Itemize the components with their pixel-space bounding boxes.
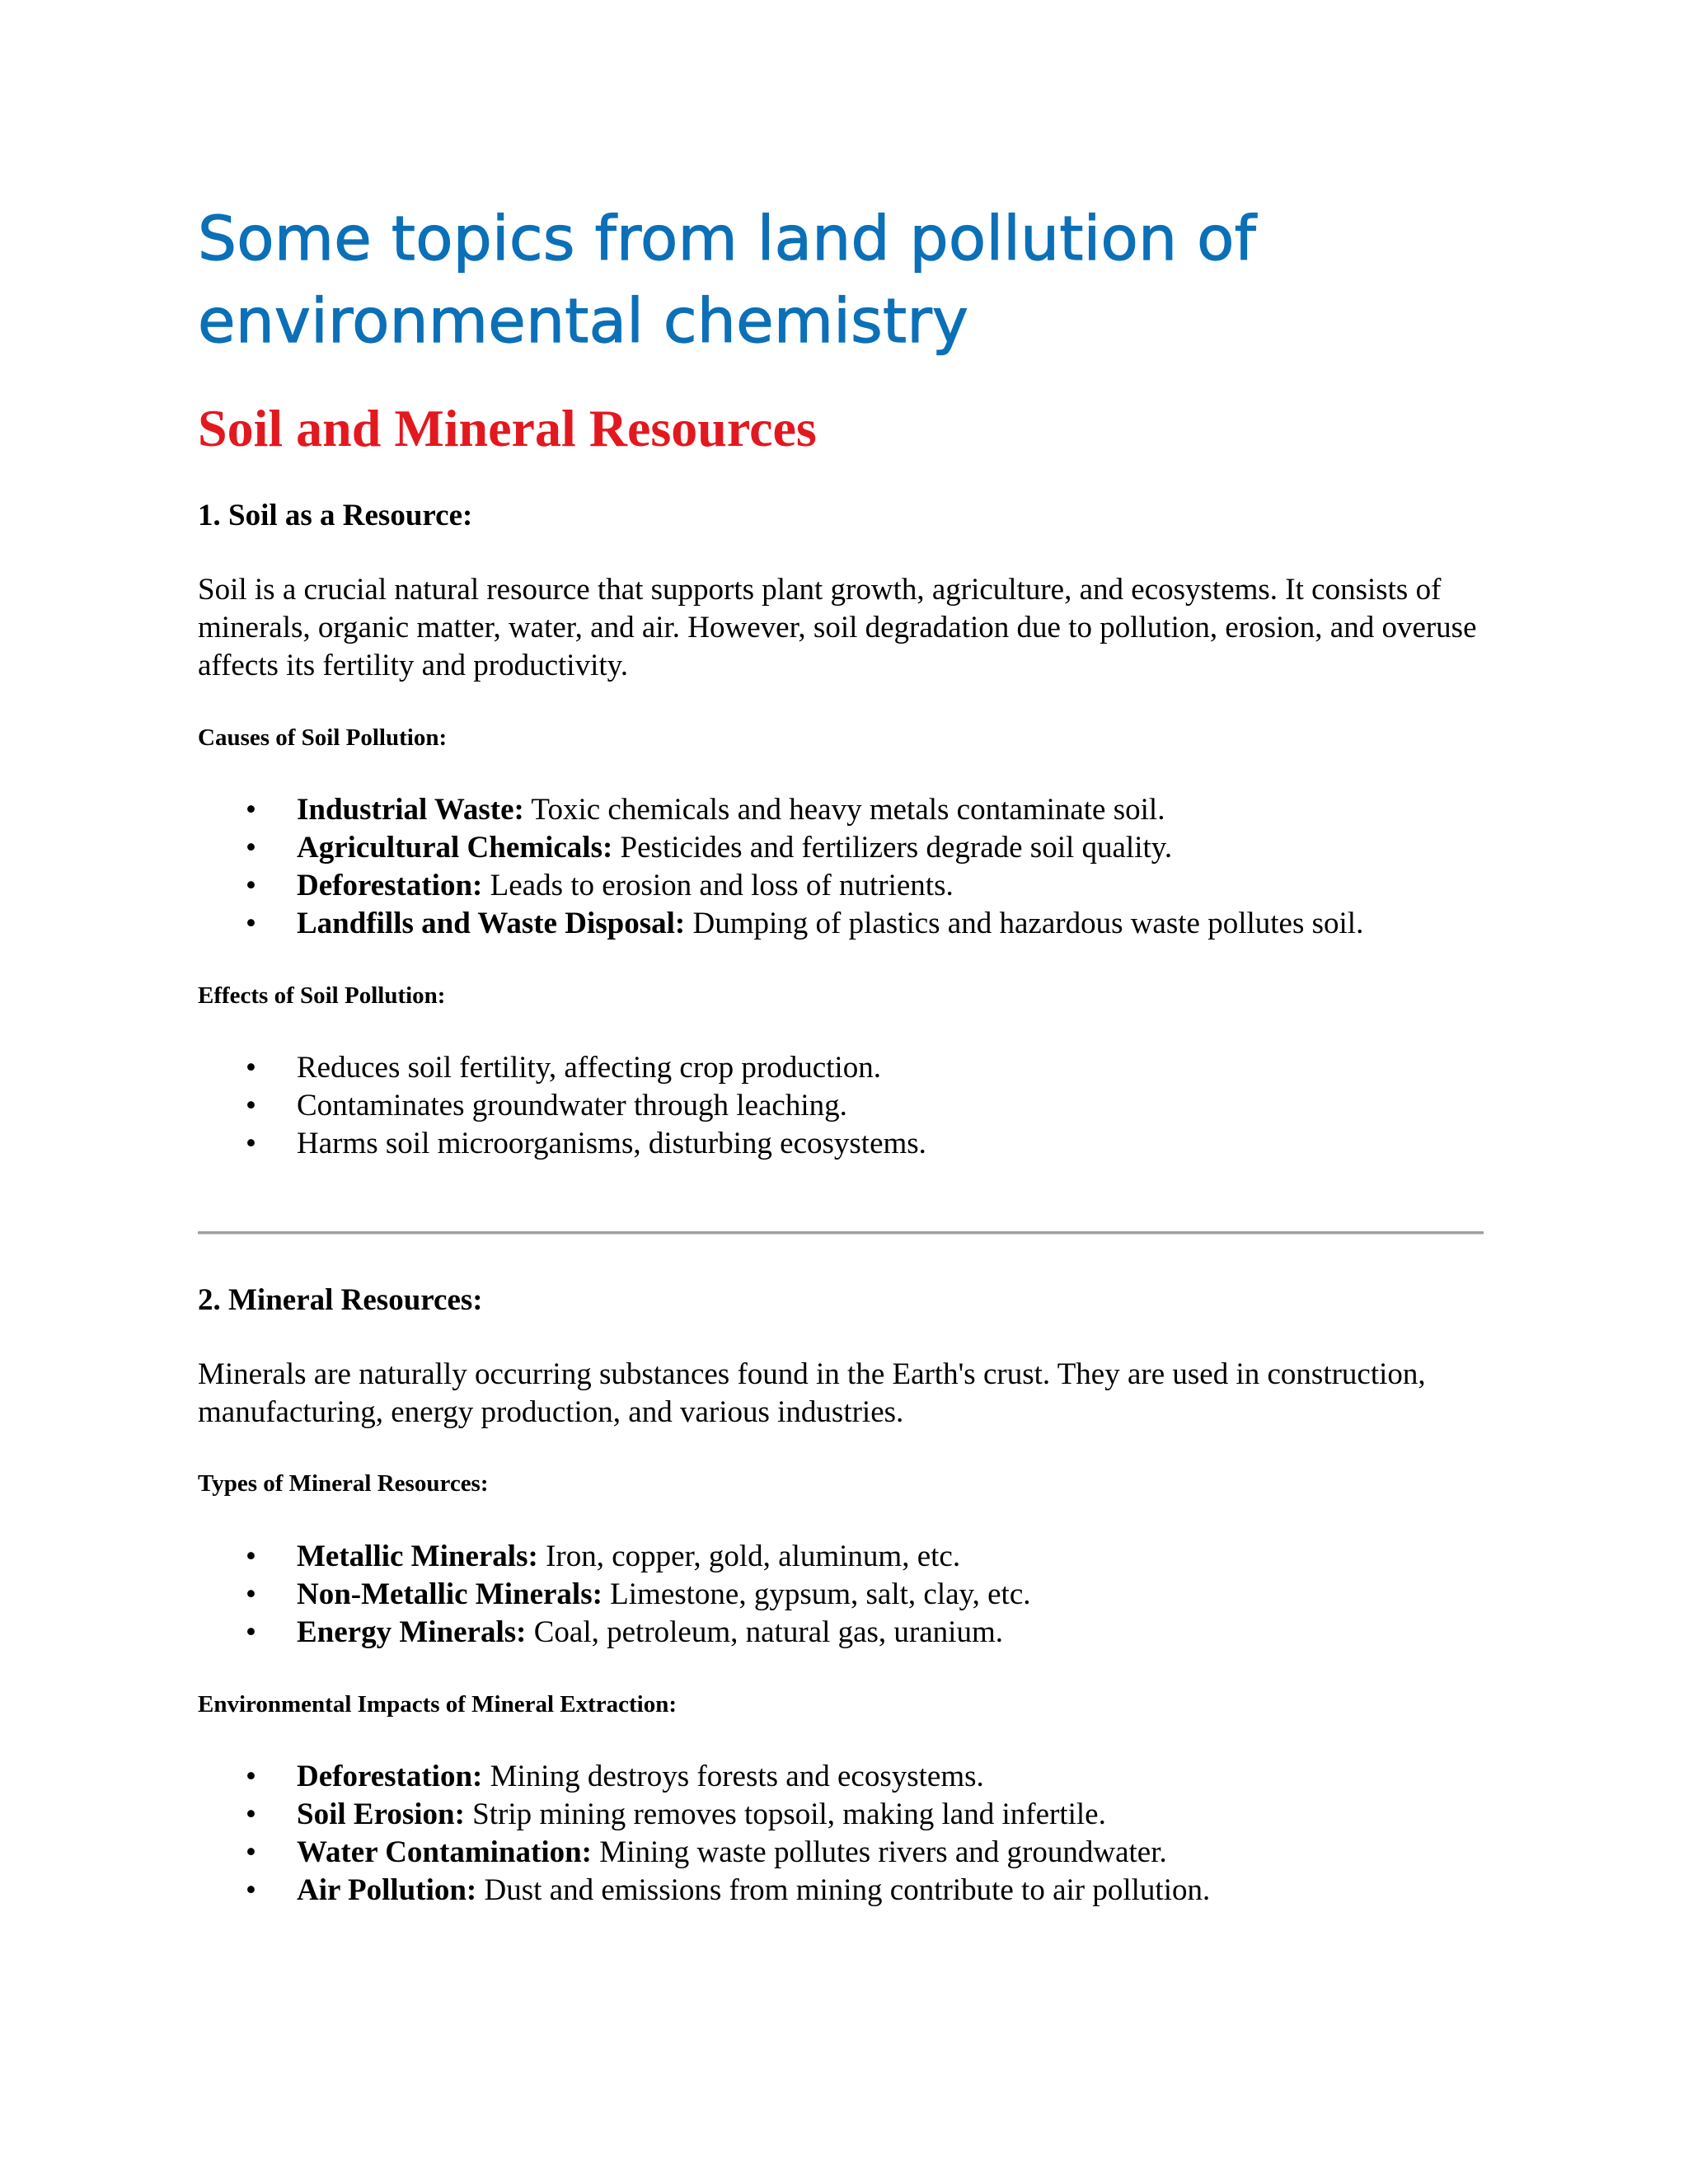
list-item (198, 1087, 1517, 1125)
bullet-icon: • (246, 1540, 256, 1573)
list-item-text: Mining waste pollutes rivers and groundwater. (592, 1835, 1167, 1869)
list-item (198, 1614, 1517, 1652)
list-item-term: Deforestation: (297, 1760, 483, 1793)
list-item-text: Limestone, gypsum, salt, clay, etc. (602, 1577, 1031, 1611)
list-item-text: Toxic chemicals and heavy metals contaminate soil. (523, 793, 1165, 827)
list-item (198, 1872, 1517, 1910)
bullet-icon: • (246, 1577, 256, 1611)
section-heading: Soil and Mineral Resources (198, 399, 817, 457)
bullet-icon: • (246, 907, 256, 940)
list-item-term: Air Pollution: (297, 1873, 477, 1907)
list-item (198, 1125, 1517, 1163)
bullet-icon: • (246, 831, 256, 865)
types-list (198, 1538, 1517, 1652)
list-item-term: Deforestation: (297, 869, 483, 902)
soil-paragraph: Soil is a crucial natural resource that supports plant growth, agriculture, and ecosystems. It consists of minerals, organic matter, water, and air. However, soil degradation due to pollution, erosion, and overuse affects its fertility and productivity. (198, 573, 1477, 682)
list-item-term: Soil Erosion: (297, 1797, 465, 1831)
types-heading: Types of Mineral Resources: (198, 1470, 489, 1497)
bullet-icon: • (246, 1051, 256, 1085)
list-item-term: Metallic Minerals: (297, 1540, 538, 1573)
bullet-icon: • (246, 1835, 256, 1869)
list-item-text: Strip mining removes topsoil, making land infertile. (464, 1797, 1106, 1831)
list-item (198, 791, 1517, 829)
bullet-icon: • (246, 1127, 256, 1160)
bullet-icon: • (246, 1873, 256, 1907)
bullet-icon: • (246, 1797, 256, 1831)
list-item-term: Non-Metallic Minerals: (297, 1577, 603, 1611)
list-item-text: Iron, copper, gold, aluminum, etc. (537, 1540, 961, 1573)
impacts-heading: Environmental Impacts of Mineral Extraction: (198, 1691, 678, 1718)
list-item-text: Dumping of plastics and hazardous waste pollutes soil. (685, 907, 1364, 940)
list-item-text: Pesticides and fertilizers degrade soil quality. (612, 831, 1173, 865)
bullet-icon: • (246, 1615, 256, 1649)
list-item (198, 829, 1517, 867)
list-item-term: Energy Minerals: (297, 1615, 527, 1649)
list-item (198, 867, 1517, 905)
list-item (198, 1834, 1517, 1872)
bullet-icon: • (246, 869, 256, 902)
bullet-icon: • (246, 793, 256, 827)
list-item-term: Water Contamination: (297, 1835, 593, 1869)
list-item-term: Landfills and Waste Disposal: (297, 907, 686, 940)
list-item-text: Coal, petroleum, natural gas, uranium. (526, 1615, 1003, 1649)
bullet-icon: • (246, 1089, 256, 1122)
document-title: Some topics from land pollution of environmental chemistry (198, 204, 1257, 357)
mineral-heading: 2. Mineral Resources: (198, 1283, 483, 1317)
list-item-term: Agricultural Chemicals: (297, 831, 613, 865)
list-item (198, 905, 1517, 943)
effects-list (198, 1049, 1517, 1163)
list-item-text: Harms soil microorganisms, disturbing ecosystems. (297, 1127, 926, 1160)
impacts-list (198, 1758, 1517, 1910)
list-item-text: Mining destroys forests and ecosystems. (482, 1760, 984, 1793)
horizontal-divider (198, 1231, 1484, 1235)
list-item (198, 1796, 1517, 1834)
mineral-paragraph: Minerals are naturally occurring substances found in the Earth's crust. They are used in construction, manufacturing, energy production, and various industries. (198, 1357, 1426, 1429)
list-item-term: Industrial Waste: (297, 793, 524, 827)
causes-heading: Causes of Soil Pollution: (198, 724, 448, 751)
list-item (198, 1758, 1517, 1796)
bullet-icon: • (246, 1760, 256, 1793)
list-item (198, 1049, 1517, 1087)
causes-list (198, 791, 1517, 943)
effects-heading: Effects of Soil Pollution: (198, 982, 446, 1009)
list-item (198, 1576, 1517, 1614)
list-item-text: Contaminates groundwater through leaching. (297, 1089, 847, 1122)
list-item-text: Dust and emissions from mining contribute to air pollution. (476, 1873, 1211, 1907)
list-item (198, 1538, 1517, 1576)
soil-heading: 1. Soil as a Resource: (198, 499, 473, 532)
list-item-text: Leads to erosion and loss of nutrients. (482, 869, 954, 902)
list-item-text: Reduces soil fertility, affecting crop production. (297, 1051, 881, 1085)
